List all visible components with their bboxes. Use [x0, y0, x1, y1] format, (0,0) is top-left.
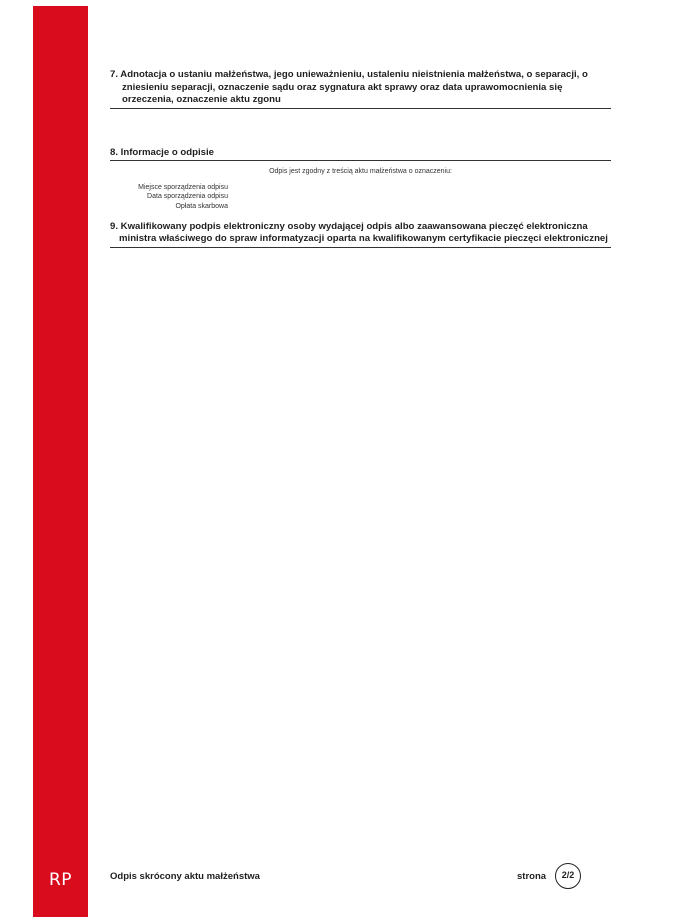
footer-page-label: strona	[517, 871, 547, 882]
copy-info-fields	[110, 183, 228, 211]
section-8	[110, 147, 611, 211]
footer-document-title: Odpis skrócony aktu małżeństwa	[110, 871, 260, 882]
section-9	[110, 221, 611, 248]
section-9-heading: 9. Kwalifikowany podpis elektroniczny osoby wydającej odpis albo zaawansowana pieczęć elektroniczna ministra właściwego do spraw informatyzacji oparta na kwalifikowanym certyfikacie pieczęci elektronicznej	[110, 221, 611, 248]
section-7-heading: 7. Adnotacja o ustaniu małżeństwa, jego unieważnieniu, ustaleniu nieistnienia małżeństwa, o separacji, o zniesieniu separacji, oznaczenie sądu oraz sygnatura akt sprawy oraz data uprawomocnienia się orzeczenia, oznaczenie aktu zgonu	[110, 69, 611, 109]
page-number-badge: 2/2	[555, 863, 581, 889]
conformity-note: Odpis jest zgodny z treścią aktu małżeństwa o oznaczeniu:	[269, 168, 452, 175]
side-brand-bar	[33, 6, 88, 917]
section-8-heading: 8. Informacje o odpisie	[110, 147, 611, 162]
document-content	[110, 69, 611, 248]
field-label-place: Miejsce sporządzenia odpisu	[138, 184, 228, 191]
field-label-date: Data sporządzenia odpisu	[147, 193, 228, 201]
rp-logo: RP	[48, 870, 73, 890]
field-label-fee: Opłata skarbowa	[175, 202, 228, 210]
